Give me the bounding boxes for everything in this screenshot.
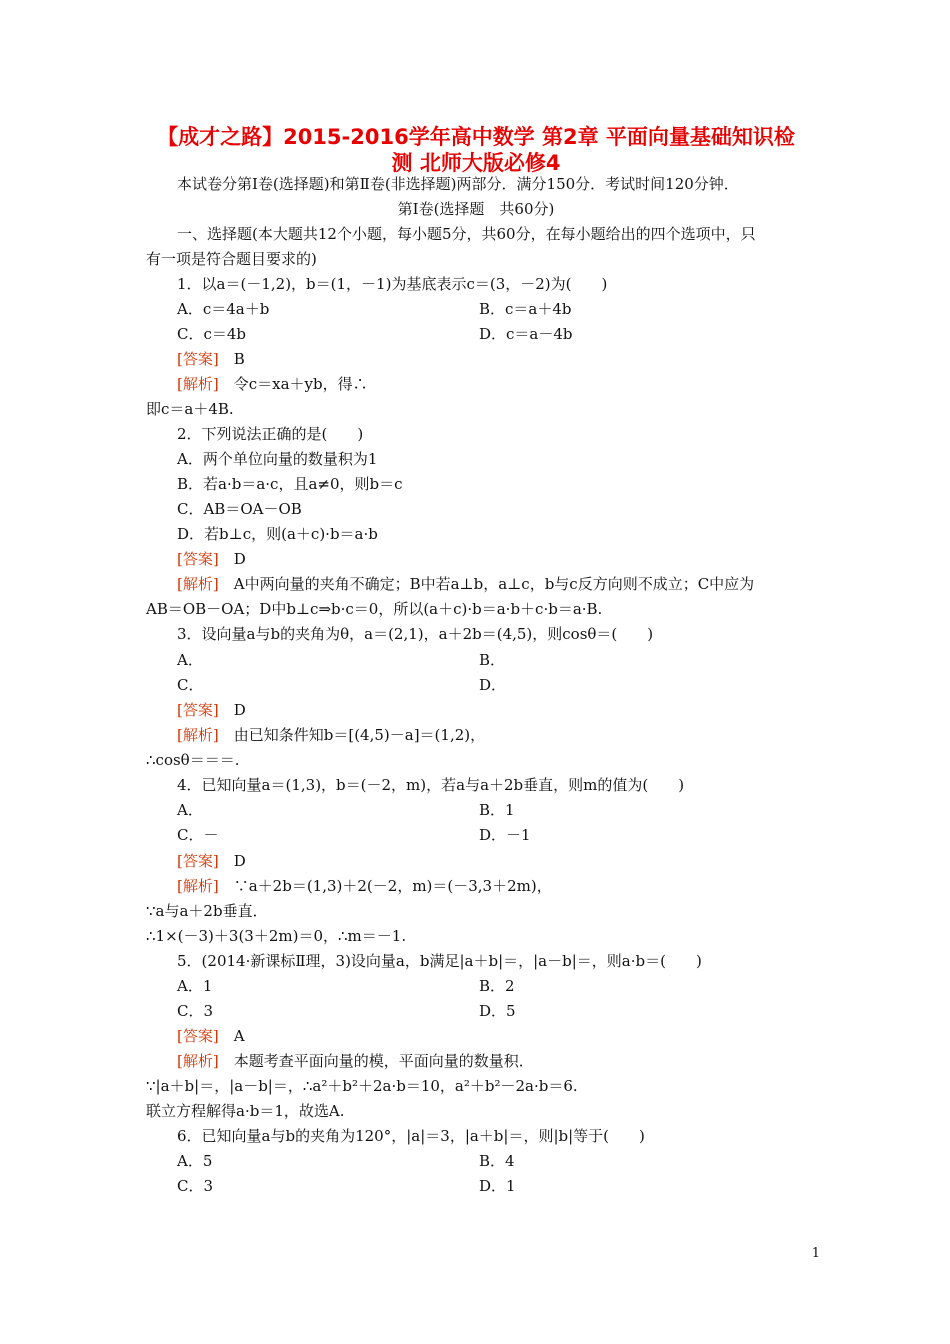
q5-analysis-cont-1: ∵|a＋b|＝，|a－b|＝，∴a²＋b²＋2a·b＝10，a²＋b²－2a·b＝6.	[146, 1077, 578, 1095]
q1-option-c: C．c＝4b	[177, 325, 247, 343]
analysis-tag: [解析]	[177, 877, 219, 895]
q5-analysis-cont-2: 联立方程解得a·b＝1，故选A.	[146, 1102, 345, 1120]
q5-analysis	[177, 1051, 534, 1071]
q3-answer-value: D	[233, 701, 246, 719]
answer-tag: [答案]	[177, 1027, 219, 1045]
q1-answer-value: B	[233, 350, 245, 368]
q1-option-b: B．c＝a＋4b	[479, 300, 572, 318]
q2-option-a: A．两个单位向量的数量积为1	[177, 450, 378, 468]
q1-option-a: A．c＝4a＋b	[177, 300, 270, 318]
part1-heading: 第Ⅰ卷(选择题 共60分)	[397, 200, 555, 218]
q2-option-d: D．若b⊥c，则(a＋c)·b＝a·b	[177, 525, 378, 543]
q2-stem: 2．下列说法正确的是( )	[177, 425, 364, 443]
q3-option-c: C．	[177, 676, 204, 694]
q4-analysis	[177, 876, 552, 896]
q2-answer	[177, 549, 246, 569]
q5-analysis-text: 本题考查平面向量的模，平面向量的数量积．	[233, 1052, 534, 1070]
q3-stem: 3．设向量a与b的夹角为θ，a＝(2,1)，a＋2b＝(4,5)，则cosθ＝( )	[177, 625, 654, 643]
q5-option-a: A．1	[177, 977, 213, 995]
q2-analysis	[177, 574, 754, 594]
q3-option-b: B．	[479, 651, 506, 669]
q2-option-b: B．若a·b＝a·c，且a≠0，则b＝c	[177, 475, 403, 493]
q3-analysis	[177, 725, 485, 745]
q4-answer	[177, 851, 246, 871]
exam-intro: 本试卷分第Ⅰ卷(选择题)和第Ⅱ卷(非选择题)两部分．满分150分．考试时间120分钟．	[177, 175, 739, 193]
section1-instructions-2: 有一项是符合题目要求的)	[146, 250, 317, 268]
section1-instructions-1: 一、选择题(本大题共12个小题，每小题5分，共60分，在每小题给出的四个选项中，只	[177, 225, 756, 243]
answer-tag: [答案]	[177, 550, 219, 568]
q4-analysis-cont-2: ∴1×(－3)＋3(3＋2m)＝0，∴m＝－1.	[146, 927, 407, 945]
q4-option-d: D．－1	[479, 826, 531, 844]
q5-answer	[177, 1026, 245, 1046]
document-title-line2: 测 北师大版必修4	[391, 151, 561, 175]
q3-option-d: D．	[479, 676, 507, 694]
q5-option-b: B．2	[479, 977, 515, 995]
q5-option-d: D．5	[479, 1002, 516, 1020]
q6-option-a: A．5	[177, 1152, 213, 1170]
q1-stem: 1．以a＝(－1,2)，b＝(1，－1)为基底表示c＝(3，－2)为( )	[177, 275, 608, 293]
q4-option-b: B．1	[479, 801, 515, 819]
q5-stem: 5．(2014·新课标Ⅱ理，3)设向量a，b满足|a＋b|＝，|a－b|＝，则a·b＝( )	[177, 952, 702, 970]
analysis-tag: [解析]	[177, 375, 219, 393]
q1-analysis-text: 令c＝xa＋yb，得∴	[233, 375, 368, 393]
q1-analysis	[177, 374, 368, 394]
document-title-line1: 【成才之路】2015-2016学年高中数学 第2章 平面向量基础知识检	[157, 125, 795, 149]
q4-analysis-text: ∵a＋2b＝(1,3)＋2(－2，m)＝(－3,3＋2m)，	[233, 877, 552, 895]
q1-answer	[177, 349, 245, 369]
q3-conclusion: ∴cosθ＝＝＝.	[146, 751, 240, 769]
q1-option-d: D．c＝a－4b	[479, 325, 573, 343]
q2-analysis-text: A中两向量的夹角不确定；B中若a⊥b，a⊥c，b与c反方向则不成立；C中应为	[233, 575, 755, 593]
q3-answer	[177, 700, 246, 720]
q2-answer-value: D	[233, 550, 246, 568]
q1-conclusion: 即c＝a＋4B.	[146, 400, 234, 418]
q6-option-c: C．3	[177, 1177, 214, 1195]
q4-stem: 4．已知向量a＝(1,3)，b＝(－2，m)，若a与a＋2b垂直，则m的值为( )	[177, 776, 685, 794]
q5-option-c: C．3	[177, 1002, 214, 1020]
q4-answer-value: D	[233, 852, 246, 870]
q4-option-c: C．－	[177, 826, 219, 844]
analysis-tag: [解析]	[177, 726, 219, 744]
answer-tag: [答案]	[177, 701, 219, 719]
answer-tag: [答案]	[177, 852, 219, 870]
q6-option-b: B．4	[479, 1152, 515, 1170]
q5-answer-value: A	[233, 1027, 245, 1045]
q3-analysis-text: 由已知条件知b＝[(4,5)－a]＝(1,2)，	[233, 726, 486, 744]
analysis-tag: [解析]	[177, 1052, 219, 1070]
page-number: 1	[811, 1246, 820, 1261]
q6-option-d: D．1	[479, 1177, 516, 1195]
analysis-tag: [解析]	[177, 575, 219, 593]
answer-tag: [答案]	[177, 350, 219, 368]
q2-analysis-cont: AB＝OB－OA；D中b⊥c⇒b·c＝0，所以(a＋c)·b＝a·b＋c·b＝a·B.	[146, 600, 603, 618]
q4-analysis-cont-1: ∵a与a＋2b垂直．	[146, 902, 268, 920]
q3-option-a: A．	[177, 651, 203, 669]
q6-stem: 6．已知向量a与b的夹角为120°，|a|＝3，|a＋b|＝，则|b|等于( )	[177, 1127, 645, 1145]
q4-option-a: A．	[177, 801, 203, 819]
q2-option-c: C．AB＝OA－OB	[177, 500, 302, 518]
